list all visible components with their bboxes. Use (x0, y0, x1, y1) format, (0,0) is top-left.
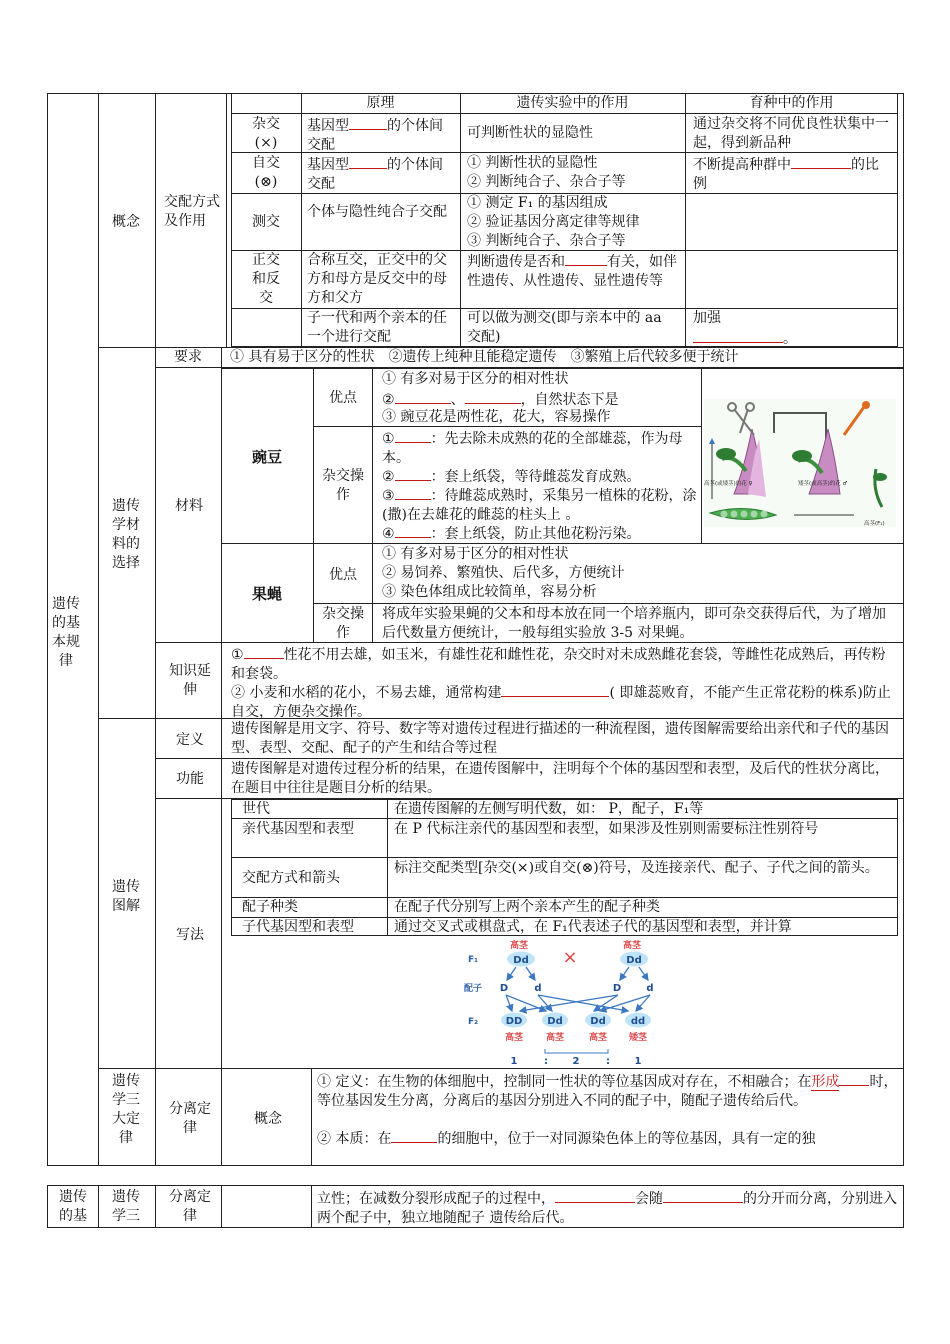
mating-row-principle: 基因型 的个体间交配 (307, 154, 455, 194)
gamete: D (612, 983, 622, 994)
concept-sub-label: 概念 (254, 1111, 282, 1127)
diagram-write-label: 写法 (176, 927, 204, 943)
cont-col3: 分离定律 (169, 1189, 211, 1224)
knowledge-label: 知识延伸 (169, 663, 211, 698)
requirements-label: 要求 (174, 349, 202, 365)
offspring-phenotype: 高茎 (545, 1033, 565, 1043)
parent-genotype: Dd (626, 955, 642, 966)
offspring-phenotype: 矮茎 (628, 1033, 648, 1043)
mating-row-name: 测交 (252, 214, 280, 230)
fly-op-label: 杂交操作 (322, 606, 364, 641)
mating-row-principle: 基因型 的个体间交配 (307, 115, 455, 155)
offspring-genotype: DD (505, 1016, 523, 1027)
diagram-func: 遗传图解是对遗传过程分析的结果，在遗传图解中，注明每个个体的基因型和表型，及后代的性状分离比，在题目中往往是题目分析的结果。 (231, 761, 889, 796)
offspring-phenotype: 高茎 (504, 1033, 524, 1043)
f2-label: F₂ (468, 1017, 479, 1027)
mating-label: 交配方式及作用 (164, 194, 220, 229)
header-experiment: 遗传实验中的作用 (516, 95, 629, 111)
gamete-label: 配子 (464, 984, 483, 994)
gamete: D (499, 983, 509, 994)
pea-adv-label: 优点 (329, 390, 357, 406)
ratio-part: 1 (510, 1056, 518, 1067)
pea-op-3: ③ ：待雌蕊成熟时，采集另一植株的花粉，涂(撒)在去雄花的雌蕊的柱头上 。 (382, 485, 698, 525)
material-label: 材料 (175, 498, 203, 514)
law-essence: ② 本质：在 的细胞中，位于一对同源染色体上的等位基因，具有一定的独 (317, 1128, 899, 1149)
law-definition: ① 定义：在生物的体细胞中，控制同一性状的等位基因成对存在，不相融合；在形成 时，等位基因发生分离，分离后的基因分别进入不同的配子中，随配子遗传给后代。 (317, 1071, 899, 1111)
pea-adv-2: ② 、 ，自然状态下是 (382, 389, 698, 410)
pea-op-2: ② ：套上纸袋，等待雌蕊发育成熟。 (382, 466, 698, 487)
pea-op-1: ① ：先去除未成熟的花的全部雄蕊，作为母本。 (382, 428, 698, 468)
write-row-key: 交配方式和箭头 (242, 870, 340, 886)
parent-genotype: Dd (513, 955, 529, 966)
genetic-cross-figure (460, 937, 680, 1067)
write-row-value: 在配子代分别写上两个亲本产生的配子种类 (394, 899, 660, 915)
mating-row-breeding: 不断提高种群中 的比例 (693, 154, 891, 194)
pea-fig-f1-label: 高茎(F₁) (864, 521, 885, 527)
knowledge-p2: ② 小麦和水稻的花小，不易去雄，通常构建 ( 即雄蕊败育，不能产生正常花粉的株系)防止自交，方便杂交操作。 (231, 682, 899, 722)
diagram-def: 遗传图解是用文字、符号、数字等对遗传过程进行描述的一种流程图，遗传图解需要给出亲代和子代的基因型、表型、交配、配子的产生和结合等过程 (231, 721, 889, 756)
cont-col1: 遗传的基 (59, 1189, 87, 1224)
mating-row-experiment: 判断遗传是否和 有关，如伴性遗传、从性遗传、显性遗传等 (467, 251, 679, 291)
write-row-value: 通过交叉式或棋盘式，在 F₁代表述子代的基因型和表型，并计算 (394, 919, 792, 935)
write-row-value: 在 P 代标注亲代的基因型和表型，如果涉及性别则需要标注性别符号 (394, 821, 819, 837)
write-row-key: 世代 (242, 801, 270, 817)
pea-name: 豌豆 (251, 448, 282, 466)
pea-adv-3: ③ 豌豆花是两性花，花大，容易操作 (382, 409, 611, 425)
header-breeding: 育种中的作用 (749, 95, 834, 111)
knowledge-p1: ① 性花不用去雄，如玉米，有雄性花和雌性花，杂交时对未成熟雌花套袋，等雌性花成熟后，再传粉和套袋。 (231, 644, 899, 684)
ratio-part: : (606, 1056, 610, 1067)
mating-row-experiment: 可判断性状的显隐性 (467, 125, 593, 141)
mating-row-breeding: 通过杂交将不同优良性状集中一起，得到新品种 (693, 116, 889, 151)
pea-op-label: 杂交操作 (322, 468, 364, 503)
pea-op-4: ④ ：套上纸袋，防止其他花粉污染。 (382, 523, 698, 544)
p2-pheno: 高茎 (623, 941, 642, 951)
mating-row-name: 自交(⊗) (252, 155, 280, 190)
mating-row-principle: 合称互交，正交中的父方和母方是反交中的母方和父方 (307, 252, 447, 306)
three-laws-label: 遗传学三大定律 (112, 1073, 140, 1146)
material-choice-label: 遗传学材料的选择 (112, 498, 140, 571)
col1-label: 遗传的基本规律 (52, 596, 80, 669)
pea-fig-right-label: 矮茎(或高茎)的花 ♂ (798, 481, 848, 487)
pea-fig-left-label: 高茎(或矮茎)的花 ♀ (704, 481, 753, 487)
cont-col2: 遗传学三 (112, 1189, 140, 1224)
fly-op: 将成年实验果蝇的父本和母本放在同一个培养瓶内，即可杂交获得后代，为了增加后代数量方便统计，一般每组实验放 3-5 对果蝇。 (382, 606, 886, 641)
offspring-genotype: Dd (547, 1016, 563, 1027)
gamete: d (534, 983, 542, 994)
write-row-value: 标注交配类型[杂交(×)或自交(⊗)符号，及连接亲代、配子、子代之间的箭头。 (394, 860, 879, 876)
mating-row-principle: 子一代和两个亲本的任一个进行交配 (307, 310, 447, 345)
diagram-label: 遗传图解 (112, 879, 140, 914)
mating-row-name: 正交和反交 (252, 252, 280, 306)
mating-row-experiment: ① 测定 F₁ 的基因组成 ② 验证基因分离定律等规律 ③ 判断纯合子、杂合子等 (467, 195, 640, 249)
write-row-key: 配子种类 (242, 899, 298, 915)
fly-name: 果蝇 (251, 585, 282, 603)
mating-row-name: 杂交(×) (252, 116, 280, 151)
ratio-part: : (544, 1056, 548, 1067)
pea-pollination-figure (704, 399, 896, 527)
offspring-genotype: Dd (590, 1016, 606, 1027)
write-row-key: 子代基因型和表型 (242, 919, 354, 935)
write-row-key: 亲代基因型和表型 (242, 821, 354, 837)
offspring-genotype: dd (630, 1016, 646, 1027)
mating-row-experiment: ① 判断性状的显隐性 ② 判断纯合子、杂合子等 (467, 155, 626, 190)
cross-symbol: × (562, 947, 578, 968)
requirements-text: ① 具有易于区分的性状 ②遗传上纯种且能稳定遗传 ③繁殖上后代较多便于统计 (230, 349, 739, 365)
mating-row-breeding: 加强 。 (693, 310, 797, 347)
gamete: d (646, 983, 654, 994)
diagram-func-label: 功能 (176, 771, 204, 787)
diagram-def-label: 定义 (176, 732, 204, 748)
mating-row-principle: 个体与隐性纯合子交配 (307, 204, 447, 220)
p1-pheno: 高茎 (510, 941, 529, 951)
ratio-part: 1 (634, 1056, 642, 1067)
offspring-phenotype: 高茎 (588, 1033, 608, 1043)
mating-row-experiment: 可以做为测交(即与亲本中的 aa 交配) (467, 310, 662, 345)
sep-law-label: 分离定律 (169, 1101, 211, 1136)
concept-label: 概念 (112, 214, 140, 230)
ratio-part: 2 (572, 1056, 580, 1067)
cont-text: 立性；在减数分裂形成配子的过程中， 会随 的分开而分离，分别进入两个配子中，独立地随配子 遗传给后代。 (317, 1188, 899, 1228)
fly-adv-label: 优点 (329, 567, 357, 583)
f1-label: F₁ (468, 955, 479, 965)
pea-adv-1: ① 有多对易于区分的相对性状 (382, 371, 569, 387)
fly-adv: ① 有多对易于区分的相对性状 ② 易饲养、繁殖快、后代多，方便统计 ③ 染色体组成比较简单，容易分析 (382, 546, 625, 600)
write-row-value: 在遗传图解的左侧写明代数，如： P，配子，F₁等 (394, 801, 704, 817)
header-principle: 原理 (366, 95, 395, 111)
